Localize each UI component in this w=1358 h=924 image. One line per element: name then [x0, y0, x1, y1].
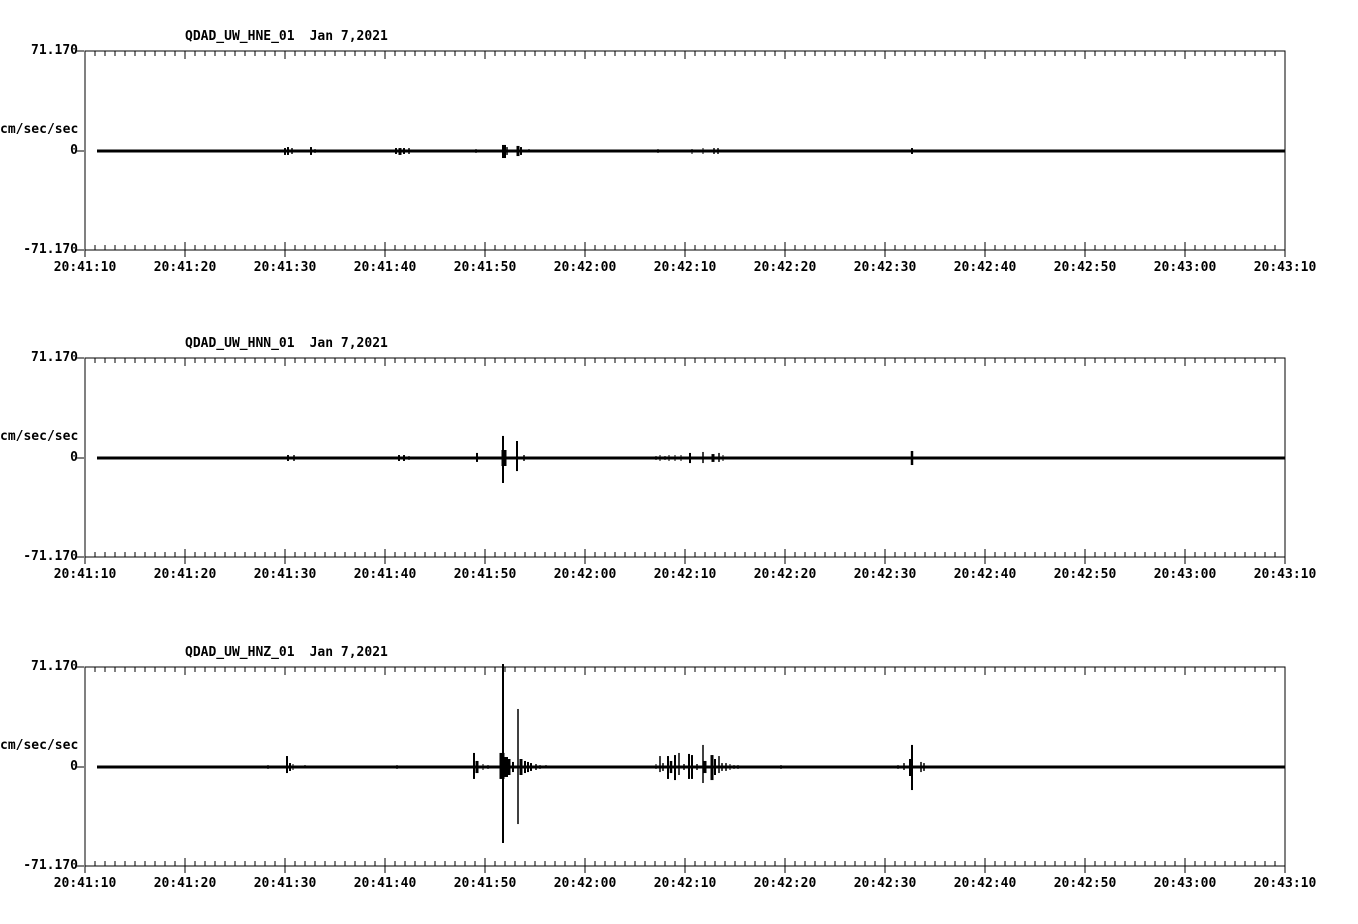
y-axis-unit-label: cm/sec/sec	[0, 122, 79, 137]
panel-title-hne	[185, 30, 388, 44]
date-label: Jan 7,2021	[309, 645, 388, 660]
x-tick-label: 20:41:40	[353, 567, 417, 582]
x-tick-label: 20:41:20	[153, 567, 217, 582]
x-tick-label: 20:42:40	[953, 876, 1017, 891]
panel-title-hnz	[185, 646, 388, 660]
y-tick-label-max: 71.170	[31, 659, 78, 674]
x-tick-label: 20:41:30	[253, 876, 317, 891]
x-tick-label: 20:41:20	[153, 876, 217, 891]
date-label: Jan 7,2021	[309, 336, 388, 351]
y-tick-label-min: -71.170	[23, 549, 78, 564]
x-tick-label: 20:42:00	[553, 567, 617, 582]
x-tick-label: 20:42:50	[1053, 876, 1117, 891]
x-tick-label: 20:42:20	[753, 876, 817, 891]
y-tick-label-max: 71.170	[31, 350, 78, 365]
x-tick-label: 20:41:10	[53, 260, 117, 275]
y-axis-unit-label: cm/sec/sec	[0, 738, 79, 753]
station-channel-label: QDAD_UW_HNE_01	[185, 29, 295, 44]
y-tick-label-min: -71.170	[23, 858, 78, 873]
x-tick-label: 20:42:20	[753, 260, 817, 275]
date-label: Jan 7,2021	[309, 29, 388, 44]
x-tick-label: 20:41:10	[53, 876, 117, 891]
x-tick-label: 20:43:00	[1153, 876, 1217, 891]
x-tick-label: 20:42:30	[853, 876, 917, 891]
x-tick-label: 20:43:10	[1253, 876, 1317, 891]
x-tick-label: 20:41:40	[353, 260, 417, 275]
x-tick-label: 20:41:30	[253, 567, 317, 582]
y-axis-unit-label: cm/sec/sec	[0, 429, 79, 444]
station-channel-label: QDAD_UW_HNN_01	[185, 336, 295, 351]
x-tick-label: 20:41:50	[453, 567, 517, 582]
x-tick-label: 20:42:10	[653, 567, 717, 582]
x-tick-label: 20:42:50	[1053, 567, 1117, 582]
x-tick-label: 20:42:40	[953, 260, 1017, 275]
x-tick-label: 20:43:00	[1153, 567, 1217, 582]
x-tick-label: 20:43:10	[1253, 567, 1317, 582]
x-tick-label: 20:42:30	[853, 567, 917, 582]
x-tick-label: 20:43:00	[1153, 260, 1217, 275]
y-tick-label-zero: 0	[70, 450, 78, 465]
y-tick-label-max: 71.170	[31, 43, 78, 58]
x-tick-label: 20:42:30	[853, 260, 917, 275]
station-channel-label: QDAD_UW_HNZ_01	[185, 645, 295, 660]
y-tick-label-zero: 0	[70, 759, 78, 774]
x-tick-label: 20:41:10	[53, 567, 117, 582]
y-tick-label-min: -71.170	[23, 242, 78, 257]
x-tick-label: 20:42:40	[953, 567, 1017, 582]
x-tick-label: 20:42:10	[653, 876, 717, 891]
y-tick-label-zero: 0	[70, 143, 78, 158]
x-tick-label: 20:41:40	[353, 876, 417, 891]
x-tick-label: 20:41:50	[453, 876, 517, 891]
x-tick-label: 20:42:10	[653, 260, 717, 275]
x-tick-label: 20:42:20	[753, 567, 817, 582]
x-tick-label: 20:41:50	[453, 260, 517, 275]
x-tick-label: 20:43:10	[1253, 260, 1317, 275]
x-tick-label: 20:42:50	[1053, 260, 1117, 275]
x-tick-label: 20:42:00	[553, 876, 617, 891]
x-tick-label: 20:42:00	[553, 260, 617, 275]
x-tick-label: 20:41:20	[153, 260, 217, 275]
x-tick-label: 20:41:30	[253, 260, 317, 275]
panel-title-hnn	[185, 337, 388, 351]
